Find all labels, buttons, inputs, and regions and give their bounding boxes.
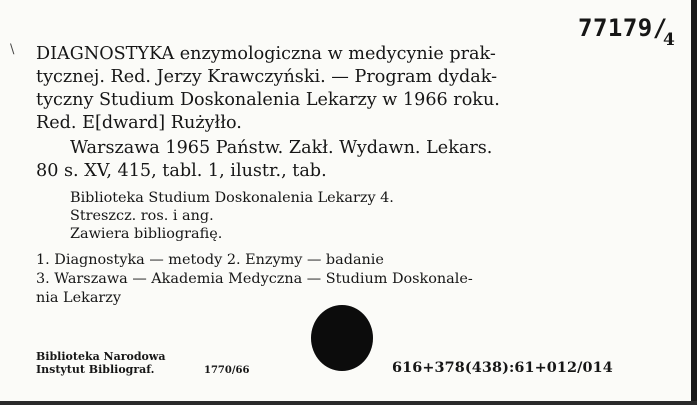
subject-line-1: 1. Diagnostyka — metody 2. Enzymy — badanie: [36, 252, 384, 268]
card-edge-right: [691, 0, 697, 405]
note-series: Biblioteka Studium Doskonalenia Lekarzy 4.: [70, 190, 394, 206]
subject-line-3: nia Lekarzy: [36, 290, 121, 306]
classification: 616+378(438):61+012/014: [392, 359, 613, 376]
description-line-3: tyczny Studium Doskonalenia Lekarzy w 1966 roku.: [36, 90, 500, 110]
institution-line-2: Instytut Bibliograf.: [36, 363, 155, 376]
note-summary: Streszcz. ros. i ang.: [70, 208, 214, 224]
card-edge-bottom: [0, 401, 697, 405]
accession-suffix: 4: [663, 30, 675, 50]
description-line-1: DIAGNOSTYKA enzymologiczna w medycynie prak-: [36, 44, 496, 64]
institution-line-1: Biblioteka Narodowa: [36, 350, 166, 363]
punch-hole: [311, 305, 373, 371]
imprint-line-1: Warszawa 1965 Państw. Zakł. Wydawn. Lekars.: [70, 138, 493, 158]
note-bibliography: Zawiera bibliografię.: [70, 226, 223, 242]
card-number: 1770/66: [204, 365, 250, 376]
accession-number: 77179/: [578, 14, 668, 42]
description-line-4: Red. E[dward] Rużyłło.: [36, 113, 242, 133]
margin-mark: \: [10, 42, 15, 57]
description-line-2: tycznej. Red. Jerzy Krawczyński. — Program dydak-: [36, 67, 498, 87]
subject-line-2: 3. Warszawa — Akademia Medyczna — Studium Doskonale-: [36, 271, 473, 287]
imprint-line-2: 80 s. XV, 415, tabl. 1, ilustr., tab.: [36, 161, 327, 181]
